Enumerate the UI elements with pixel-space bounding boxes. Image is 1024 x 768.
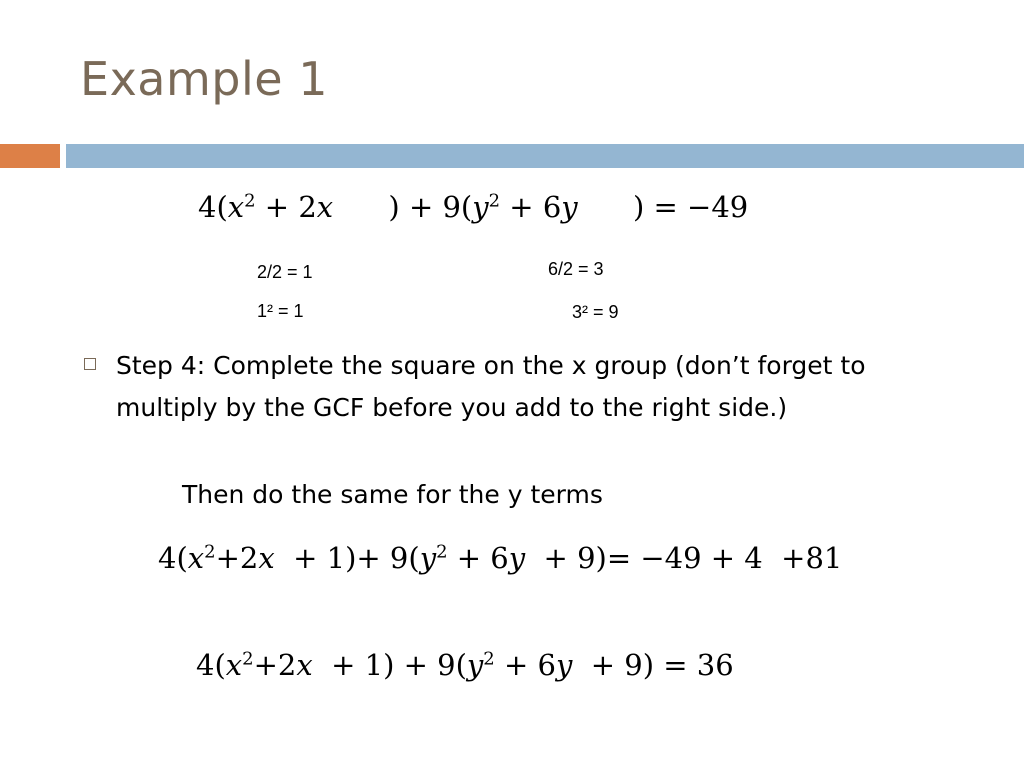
eq1-part: ) + 9(: [333, 190, 473, 224]
eq3-exp: 2: [242, 648, 254, 670]
note-x-half: 2/2 = 1: [257, 262, 313, 282]
eq1-part: ) = −49: [577, 190, 749, 224]
eq2-var-x: x: [187, 541, 205, 575]
eq3-var-x: x: [296, 648, 313, 682]
eq2-part: 4(: [158, 541, 188, 575]
note-y-square: 3² = 9: [572, 302, 619, 322]
equation-2: [158, 541, 842, 575]
eq2-part: + 9)= −49 + 4 +81: [525, 541, 843, 575]
equation-3: [196, 648, 734, 682]
eq1-part: 4(: [198, 190, 228, 224]
eq2-exp: 2: [204, 541, 216, 563]
eq3-part: + 9) = 36: [572, 648, 734, 682]
eq3-var-y: y: [466, 648, 484, 682]
note-y-half: 6/2 = 3: [548, 259, 604, 279]
eq3-var-x: x: [225, 648, 243, 682]
eq1-var-y: y: [561, 190, 578, 224]
eq1-part: + 6: [500, 190, 562, 224]
eq1-var-y: y: [472, 190, 489, 224]
eq3-part: +2: [253, 648, 297, 682]
eq1-exp: 2: [244, 190, 256, 212]
eq1-part: + 2: [255, 190, 317, 224]
eq2-part: +2: [215, 541, 259, 575]
eq3-part: 4(: [196, 648, 226, 682]
eq1-var-x: x: [227, 190, 245, 224]
bullet-square-icon: [84, 358, 96, 370]
eq1-var-x: x: [316, 190, 334, 224]
eq2-part: + 6: [447, 541, 509, 575]
title-divider-bar: [66, 144, 1024, 168]
equation-1: [198, 190, 748, 224]
accent-bar: [0, 144, 60, 168]
eq3-part: + 1) + 9(: [312, 648, 467, 682]
then-text: Then do the same for the y terms: [182, 480, 603, 509]
slide-title: Example 1: [80, 52, 328, 106]
note-x-square: 1² = 1: [257, 301, 304, 321]
eq3-var-y: y: [555, 648, 573, 682]
eq2-var-y: y: [419, 541, 437, 575]
eq3-exp: 2: [483, 648, 495, 670]
eq2-var-y: y: [508, 541, 526, 575]
eq3-part: + 6: [494, 648, 556, 682]
eq2-part: + 1)+ 9(: [274, 541, 420, 575]
step-4-text: Step 4: Complete the square on the x group (don’t forget to multiply by the GCF before you add to the right side.): [116, 351, 866, 422]
eq1-exp: 2: [488, 190, 501, 212]
eq2-var-x: x: [258, 541, 275, 575]
eq2-exp: 2: [436, 541, 448, 563]
